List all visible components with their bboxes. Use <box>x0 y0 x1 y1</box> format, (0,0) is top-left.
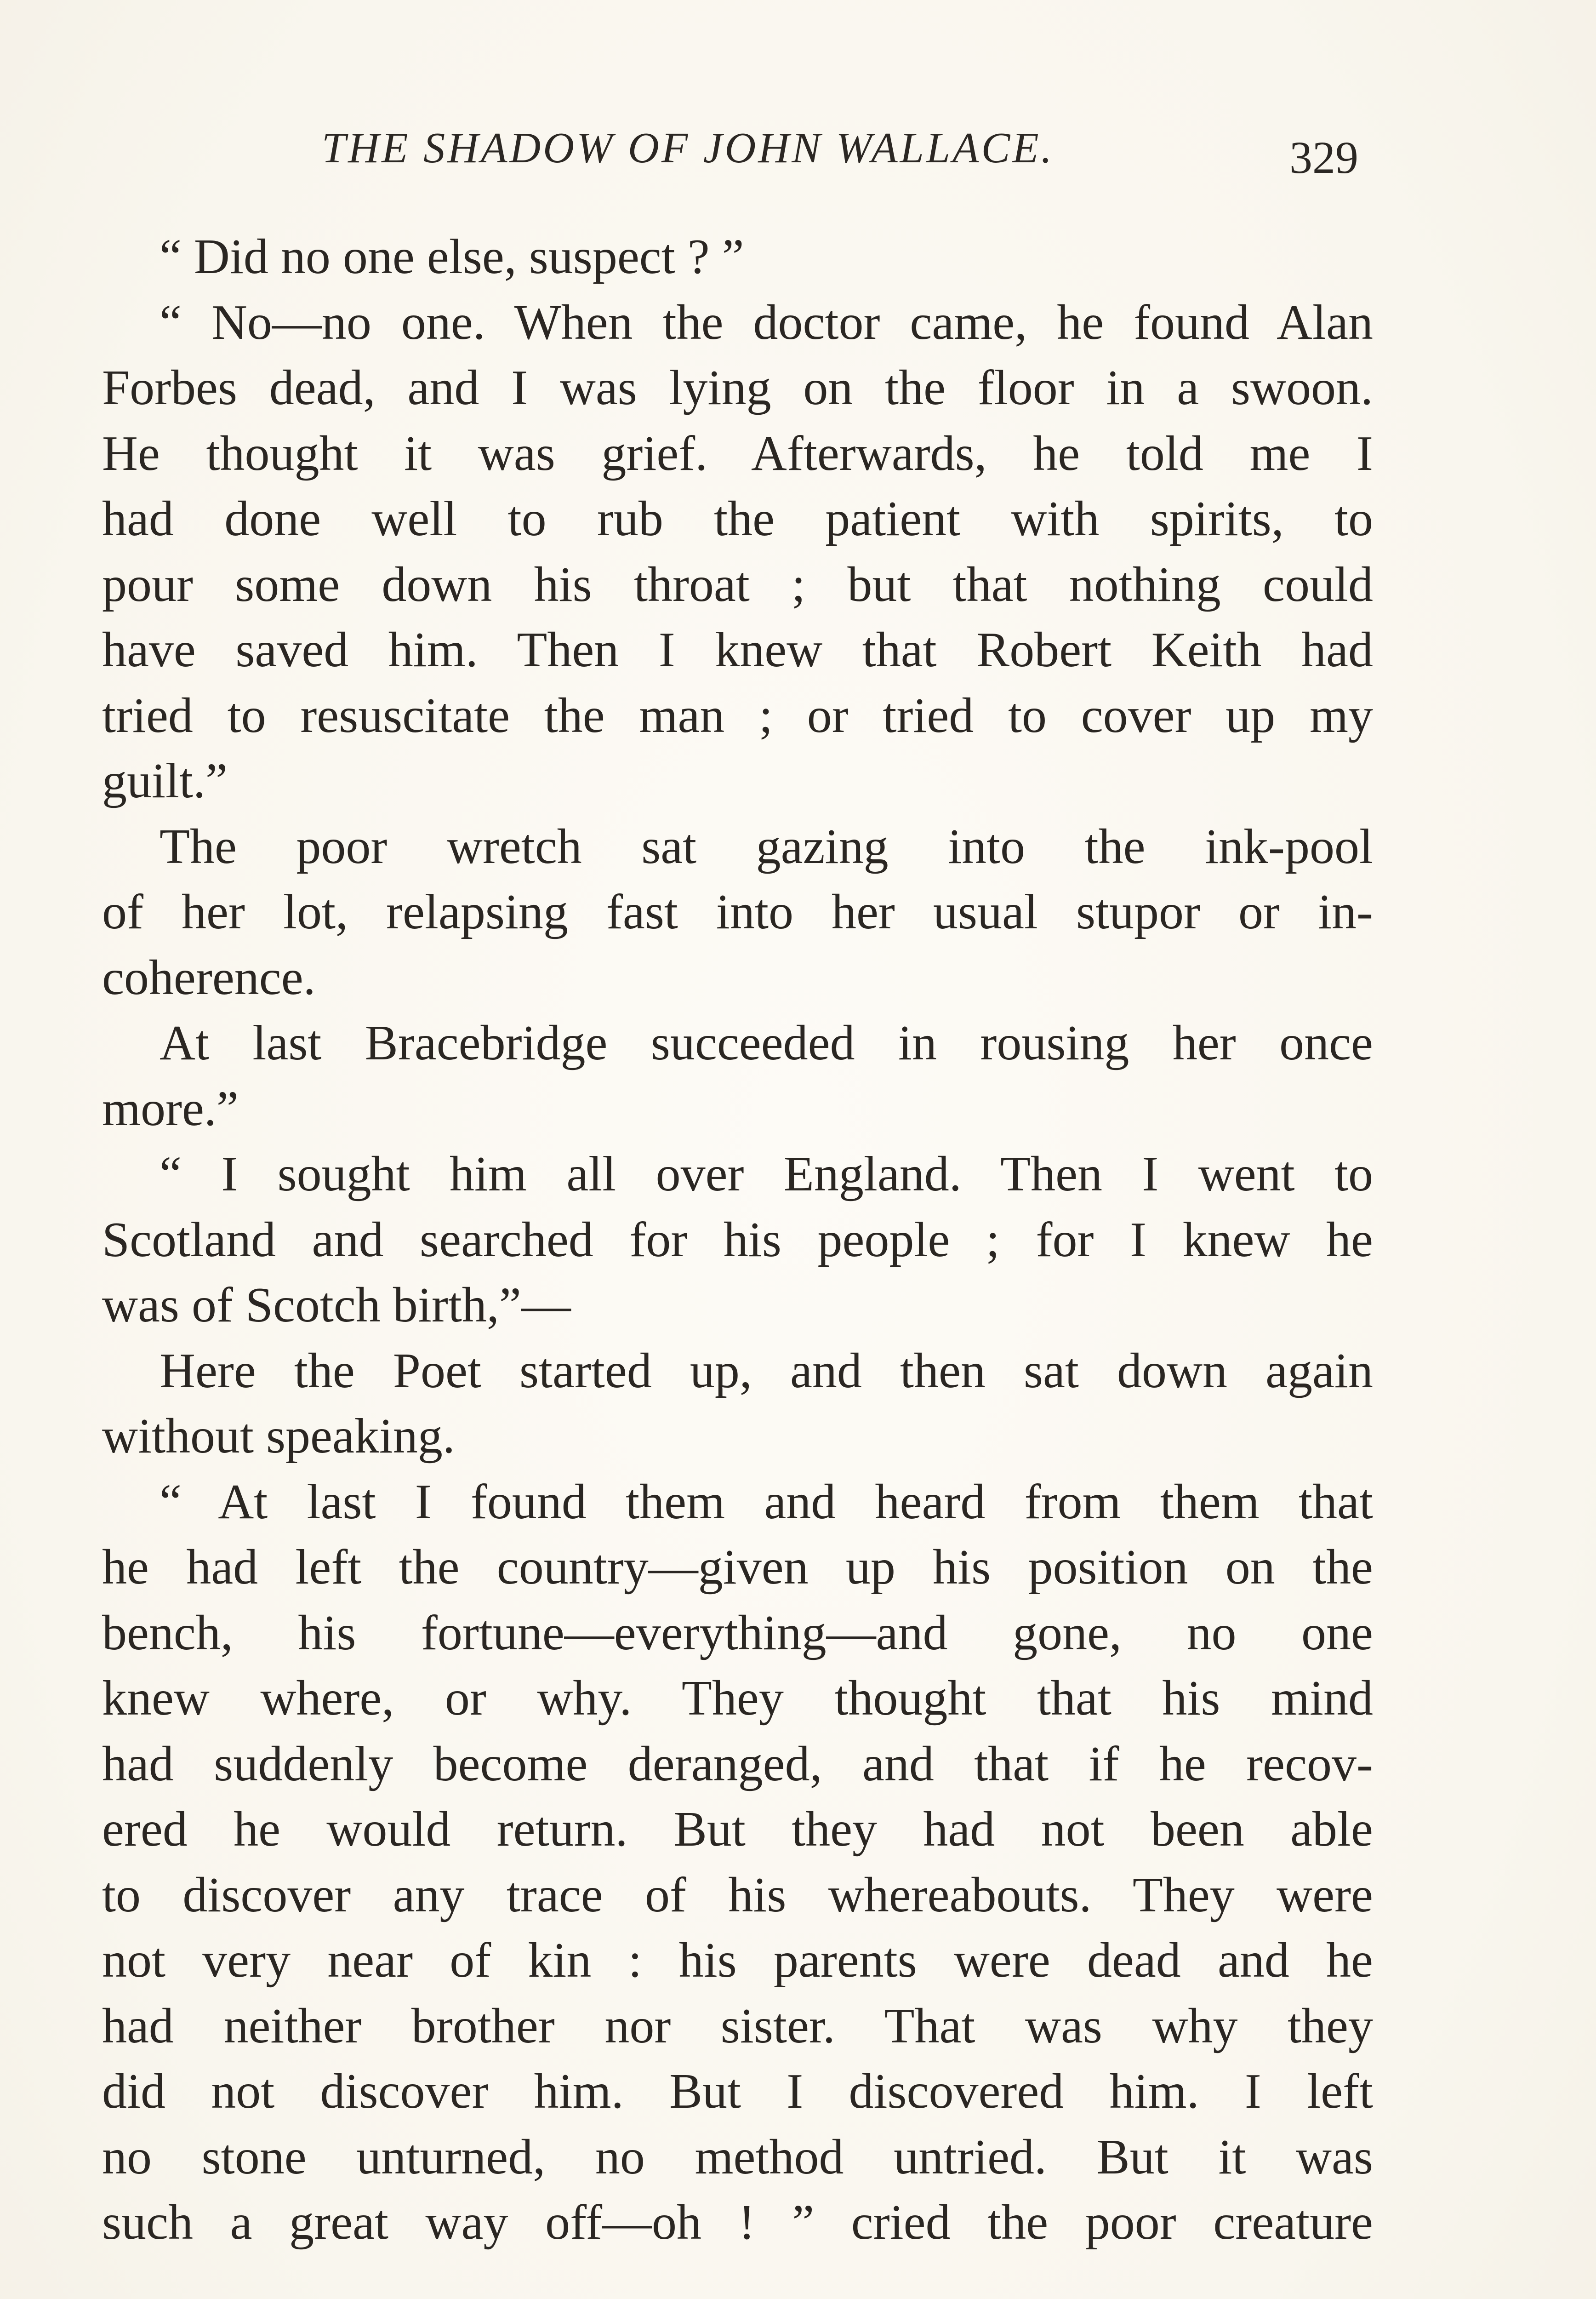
text-line: At last Bracebridge succeeded in rousing her once <box>160 1016 1373 1070</box>
text-line: pour some down his throat ; but that nothing could <box>102 557 1373 612</box>
running-title: THE SHADOW OF JOHN WALLACE. <box>322 124 1054 172</box>
text-line: The poor wretch sat gazing into the ink-pool <box>160 819 1373 874</box>
text-line: more.” <box>102 1081 239 1136</box>
text-line: He thought it was grief. Afterwards, he told me I <box>102 426 1373 481</box>
text-line: to discover any trace of his whereabouts. They were <box>102 1867 1373 1922</box>
text-line: Here the Poet started up, and then sat down again <box>160 1343 1373 1398</box>
text-line: knew where, or why. They thought that his mind <box>102 1671 1373 1726</box>
text-line: was of Scotch birth,”— <box>102 1278 571 1333</box>
text-line: he had left the country—given up his position on the <box>102 1540 1373 1595</box>
text-line: bench, his fortune—everything—and gone, no one <box>102 1605 1373 1660</box>
text-line: such a great way off—oh ! ” cried the poor creature <box>102 2195 1373 2250</box>
text-line: had done well to rub the patient with spirits, to <box>102 492 1373 546</box>
text-line: tried to resuscitate the man ; or tried to cover up my <box>102 688 1373 743</box>
text-line: guilt.” <box>102 754 228 808</box>
text-line: had neither brother nor sister. That was why they <box>102 1998 1373 2053</box>
text-line: “ Did no one else, suspect ? ” <box>160 229 744 284</box>
body-text <box>102 224 1373 2256</box>
text-line: no stone unturned, no method untried. But it was <box>102 2129 1373 2185</box>
text-line: of her lot, relapsing fast into her usual stupor or in- <box>102 885 1373 939</box>
text-line: Scotland and searched for his people ; for I knew he <box>102 1212 1373 1267</box>
text-line: “ No—no one. When the doctor came, he found Alan <box>160 295 1373 350</box>
text-line: ered he would return. But they had not been able <box>102 1802 1373 1857</box>
text-line: coherence. <box>102 950 316 1005</box>
text-line: without speaking. <box>102 1409 455 1464</box>
text-line: “ I sought him all over England. Then I went to <box>160 1147 1373 1201</box>
text-line: have saved him. Then I knew that Robert Keith had <box>102 623 1373 677</box>
text-line: did not discover him. But I discovered him. I left <box>102 2064 1373 2119</box>
text-line: Forbes dead, and I was lying on the floor in a swoon. <box>102 360 1373 415</box>
text-line: “ At last I found them and heard from them that <box>160 1474 1373 1529</box>
text-line: not very near of kin : his parents were dead and he <box>102 1933 1373 1988</box>
page-number: 329 <box>1289 132 1358 183</box>
text-line: had suddenly become deranged, and that if he recov- <box>102 1736 1373 1791</box>
